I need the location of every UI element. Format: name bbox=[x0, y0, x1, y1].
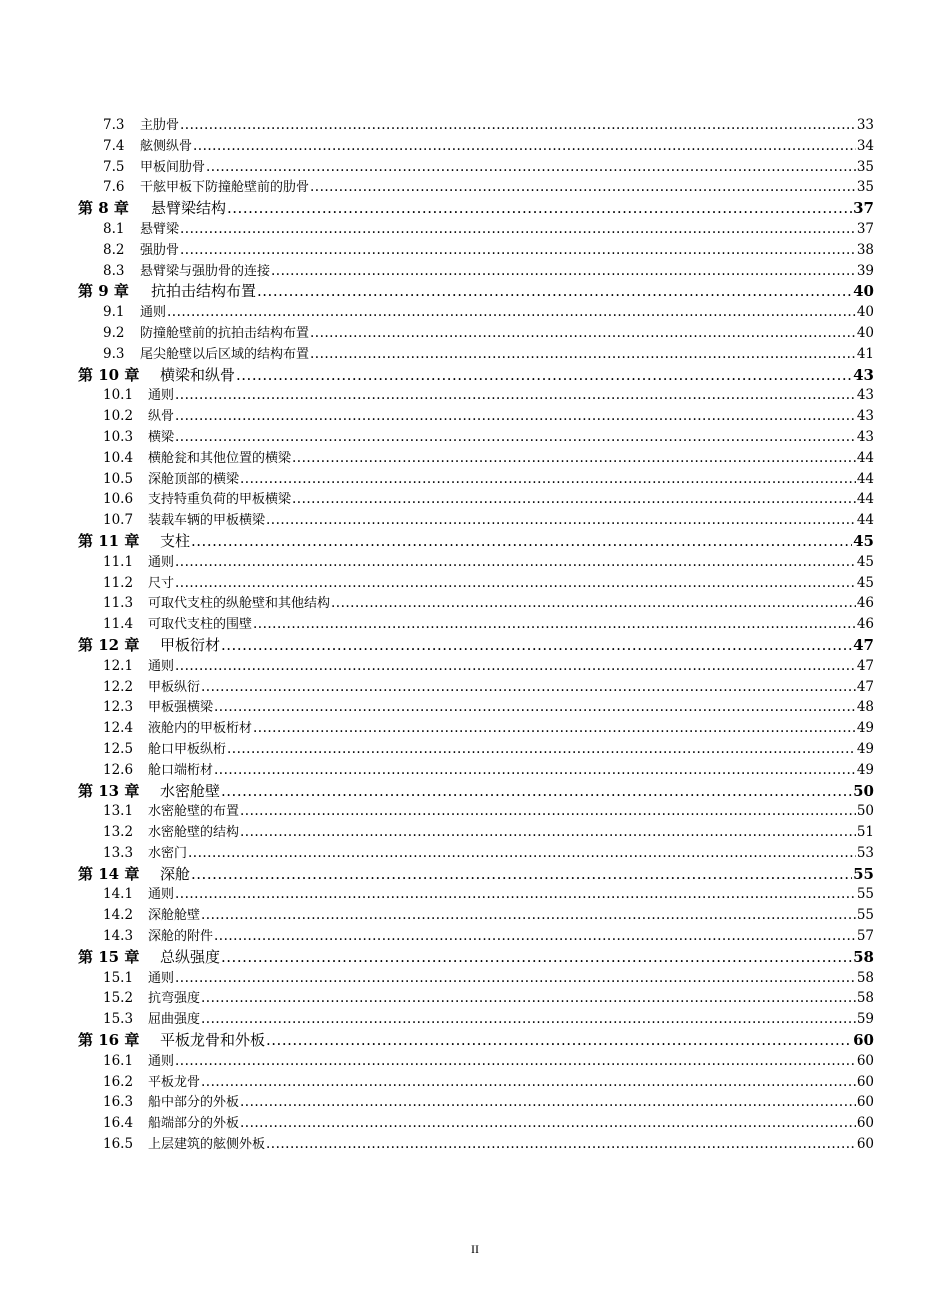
section-number: 15.1 bbox=[103, 969, 134, 986]
page-reference: 35 bbox=[856, 179, 874, 196]
dot-leader bbox=[188, 843, 856, 864]
page-reference: 44 bbox=[856, 449, 874, 466]
chapter-title: 抗拍击结构布置 bbox=[151, 282, 257, 301]
dot-leader bbox=[175, 406, 856, 427]
section-number: 15.2 bbox=[103, 990, 134, 1007]
chapter-number: 第 12 章 bbox=[78, 635, 140, 654]
section-number: 11.3 bbox=[103, 595, 134, 612]
section-number: 16.5 bbox=[103, 1136, 134, 1153]
section-number: 10.6 bbox=[103, 491, 134, 508]
section-number: 11.2 bbox=[103, 574, 134, 591]
section-number: 16.3 bbox=[103, 1094, 134, 1111]
section-number: 9.1 bbox=[103, 304, 125, 321]
chapter-number: 第 16 章 bbox=[78, 1031, 140, 1050]
section-number: 13.2 bbox=[103, 824, 134, 841]
section-number: 9.3 bbox=[103, 345, 125, 362]
dot-leader bbox=[201, 1072, 856, 1093]
section-title: 船端部分的外板 bbox=[148, 1116, 240, 1132]
section-number: 10.2 bbox=[103, 408, 134, 425]
section-number: 12.6 bbox=[103, 761, 134, 778]
page-reference: 44 bbox=[856, 512, 874, 529]
page-reference: 46 bbox=[856, 595, 874, 612]
section-number: 8.2 bbox=[103, 241, 125, 258]
section-number: 13.3 bbox=[103, 844, 134, 861]
chapter-title: 平板龙骨和外板 bbox=[160, 1031, 266, 1050]
section-number: 8.3 bbox=[103, 262, 125, 279]
page-reference: 58 bbox=[856, 969, 874, 986]
page-reference: 57 bbox=[856, 928, 874, 945]
page-reference: 43 bbox=[856, 408, 874, 425]
section-title: 抗弯强度 bbox=[148, 991, 201, 1007]
toc-section-entry[interactable] bbox=[78, 905, 874, 926]
dot-leader bbox=[175, 884, 856, 905]
section-number: 9.2 bbox=[103, 324, 125, 341]
section-title: 主肋骨 bbox=[140, 118, 180, 133]
toc-section-entry[interactable] bbox=[78, 697, 874, 718]
dot-leader bbox=[175, 656, 856, 677]
dot-leader bbox=[221, 947, 852, 968]
page-reference: 45 bbox=[856, 574, 874, 591]
toc-section-entry[interactable] bbox=[78, 448, 874, 469]
dot-leader bbox=[191, 531, 852, 552]
section-title: 通则 bbox=[148, 554, 175, 570]
page-reference: 40 bbox=[856, 324, 874, 341]
chapter-title: 总纵强度 bbox=[160, 947, 221, 966]
section-number: 12.1 bbox=[103, 657, 134, 674]
section-number: 12.4 bbox=[103, 720, 134, 737]
page-reference: 60 bbox=[856, 1094, 874, 1111]
dot-leader bbox=[240, 822, 856, 843]
dot-leader bbox=[214, 697, 856, 718]
page-reference: 50 bbox=[856, 803, 874, 820]
dot-leader bbox=[180, 240, 856, 261]
chapter-number: 第 13 章 bbox=[78, 781, 140, 800]
toc-section-entry[interactable] bbox=[78, 261, 874, 282]
section-title: 深舱的附件 bbox=[148, 929, 214, 945]
dot-leader bbox=[292, 489, 856, 510]
page-reference: 35 bbox=[856, 158, 874, 175]
toc-section-entry[interactable] bbox=[78, 385, 874, 406]
section-title: 防撞舱壁前的抗拍击结构布置 bbox=[140, 325, 310, 341]
dot-leader bbox=[292, 448, 856, 469]
dot-leader bbox=[227, 198, 852, 219]
section-title: 尺寸 bbox=[148, 575, 175, 591]
page-reference: 47 bbox=[856, 657, 874, 674]
section-title: 可取代支柱的纵舱壁和其他结构 bbox=[148, 596, 331, 612]
dot-leader bbox=[331, 593, 856, 614]
toc-section-entry[interactable] bbox=[78, 1072, 874, 1093]
toc-section-entry[interactable] bbox=[78, 843, 874, 864]
dot-leader bbox=[253, 614, 856, 635]
chapter-title: 水密舱壁 bbox=[160, 781, 221, 800]
section-title: 悬臂梁与强肋骨的连接 bbox=[140, 263, 271, 279]
toc-section-entry[interactable] bbox=[78, 573, 874, 594]
section-title: 甲板纵衍 bbox=[148, 679, 201, 695]
dot-leader bbox=[201, 1009, 856, 1030]
page-reference: 43 bbox=[853, 365, 874, 384]
dot-leader bbox=[240, 801, 856, 822]
page-reference: 49 bbox=[856, 761, 874, 778]
section-title: 舱口甲板纵桁 bbox=[148, 741, 227, 757]
dot-leader bbox=[201, 988, 856, 1009]
toc-chapter-entry[interactable] bbox=[78, 1030, 874, 1051]
toc-section-entry[interactable] bbox=[78, 427, 874, 448]
toc-section-entry[interactable] bbox=[78, 801, 874, 822]
toc-section-entry[interactable] bbox=[78, 656, 874, 677]
section-number: 12.5 bbox=[103, 740, 134, 757]
dot-leader bbox=[175, 1051, 856, 1072]
section-title: 支持特重负荷的甲板横梁 bbox=[148, 492, 292, 508]
dot-leader bbox=[310, 177, 856, 198]
section-number: 11.1 bbox=[103, 553, 134, 570]
section-title: 横舱瓮和其他位置的横梁 bbox=[148, 450, 292, 466]
chapter-title: 深舱 bbox=[160, 864, 191, 883]
section-title: 甲板强横梁 bbox=[148, 700, 214, 716]
section-number: 13.1 bbox=[103, 803, 134, 820]
page-reference: 37 bbox=[856, 220, 874, 237]
section-title: 通则 bbox=[140, 305, 167, 321]
page-reference: 33 bbox=[856, 117, 874, 133]
toc-section-entry[interactable] bbox=[78, 552, 874, 573]
page-reference: 55 bbox=[856, 886, 874, 903]
dot-leader bbox=[253, 718, 856, 739]
dot-leader bbox=[214, 760, 856, 781]
section-number: 7.3 bbox=[103, 117, 125, 133]
toc-section-entry[interactable] bbox=[78, 177, 874, 198]
toc-section-entry[interactable] bbox=[78, 115, 874, 136]
toc-section-entry[interactable] bbox=[78, 884, 874, 905]
section-title: 舱口端桁材 bbox=[148, 762, 214, 778]
section-title: 水密舱壁的结构 bbox=[148, 825, 240, 841]
page-reference: 45 bbox=[853, 531, 874, 550]
toc-section-entry[interactable] bbox=[78, 1113, 874, 1134]
toc-section-entry[interactable] bbox=[78, 968, 874, 989]
section-number: 10.1 bbox=[103, 387, 134, 404]
section-number: 14.3 bbox=[103, 928, 134, 945]
page-reference: 48 bbox=[856, 699, 874, 716]
page-reference: 53 bbox=[856, 844, 874, 861]
toc-chapter-entry[interactable] bbox=[78, 198, 874, 219]
page-reference: 60 bbox=[856, 1052, 874, 1069]
section-title: 船中部分的外板 bbox=[148, 1095, 240, 1111]
section-title: 横梁 bbox=[148, 429, 175, 445]
section-number: 16.1 bbox=[103, 1052, 134, 1069]
dot-leader bbox=[310, 344, 856, 365]
section-title: 通则 bbox=[148, 388, 175, 404]
page-reference: 49 bbox=[856, 720, 874, 737]
toc-section-entry[interactable] bbox=[78, 302, 874, 323]
dot-leader bbox=[266, 1030, 852, 1051]
page-reference: 58 bbox=[856, 990, 874, 1007]
page-reference: 60 bbox=[856, 1136, 874, 1153]
toc-section-entry[interactable] bbox=[78, 739, 874, 760]
toc-section-entry[interactable] bbox=[78, 406, 874, 427]
toc-section-entry[interactable] bbox=[78, 1051, 874, 1072]
toc-chapter-entry[interactable] bbox=[78, 864, 874, 885]
toc-section-entry[interactable] bbox=[78, 926, 874, 947]
dot-leader bbox=[257, 281, 852, 302]
toc-section-entry[interactable] bbox=[78, 219, 874, 240]
section-title: 甲板间肋骨 bbox=[140, 159, 206, 175]
toc-section-entry[interactable] bbox=[78, 822, 874, 843]
dot-leader bbox=[227, 739, 856, 760]
dot-leader bbox=[240, 1113, 856, 1134]
section-title: 尾尖舱壁以后区域的结构布置 bbox=[140, 346, 310, 362]
section-number: 16.4 bbox=[103, 1115, 134, 1132]
page-reference: 60 bbox=[856, 1073, 874, 1090]
toc-chapter-entry[interactable] bbox=[78, 635, 874, 656]
dot-leader bbox=[214, 926, 856, 947]
section-title: 通则 bbox=[148, 970, 175, 986]
toc-section-entry[interactable] bbox=[78, 469, 874, 490]
chapter-number: 第 8 章 bbox=[78, 199, 129, 218]
section-title: 强肋骨 bbox=[140, 242, 180, 258]
toc-section-entry[interactable] bbox=[78, 1092, 874, 1113]
toc-section-entry[interactable] bbox=[78, 489, 874, 510]
dot-leader bbox=[201, 677, 856, 698]
dot-leader bbox=[240, 1092, 856, 1113]
toc-section-entry[interactable] bbox=[78, 344, 874, 365]
section-number: 12.2 bbox=[103, 678, 134, 695]
page-reference: 58 bbox=[853, 947, 874, 966]
page-reference: 49 bbox=[856, 740, 874, 757]
dot-leader bbox=[167, 302, 856, 323]
toc-section-entry[interactable] bbox=[78, 136, 874, 157]
page-reference: 55 bbox=[856, 907, 874, 924]
section-title: 深舱顶部的横梁 bbox=[148, 471, 240, 487]
toc-section-entry[interactable] bbox=[78, 718, 874, 739]
toc-section-entry[interactable] bbox=[78, 323, 874, 344]
page-reference: 43 bbox=[856, 428, 874, 445]
section-title: 纵骨 bbox=[148, 409, 175, 425]
chapter-number: 第 14 章 bbox=[78, 864, 140, 883]
dot-leader bbox=[180, 219, 856, 240]
page-reference: 45 bbox=[856, 553, 874, 570]
toc-section-entry[interactable] bbox=[78, 1009, 874, 1030]
page-reference: 37 bbox=[853, 199, 874, 218]
page-reference: 60 bbox=[853, 1031, 874, 1050]
page-reference: 55 bbox=[853, 864, 874, 883]
section-number: 8.1 bbox=[103, 220, 125, 237]
page-reference: 44 bbox=[856, 491, 874, 508]
dot-leader bbox=[236, 365, 852, 386]
dot-leader bbox=[271, 261, 856, 282]
page-number-footer: II bbox=[471, 1242, 479, 1256]
dot-leader bbox=[221, 635, 852, 656]
section-number: 10.4 bbox=[103, 449, 134, 466]
page-reference: 43 bbox=[856, 387, 874, 404]
page-reference: 47 bbox=[856, 678, 874, 695]
toc-section-entry[interactable] bbox=[78, 988, 874, 1009]
section-title: 通则 bbox=[148, 1053, 175, 1069]
toc-section-entry[interactable] bbox=[78, 510, 874, 531]
page-reference: 46 bbox=[856, 616, 874, 633]
section-title: 平板龙骨 bbox=[148, 1074, 201, 1090]
dot-leader bbox=[266, 510, 856, 531]
toc-chapter-entry[interactable] bbox=[78, 365, 874, 386]
section-number: 11.4 bbox=[103, 616, 134, 633]
section-title: 屈曲强度 bbox=[148, 1012, 201, 1028]
dot-leader bbox=[201, 905, 856, 926]
section-number: 10.7 bbox=[103, 512, 134, 529]
section-title: 水密门 bbox=[148, 845, 188, 861]
section-title: 水密舱壁的布置 bbox=[148, 804, 240, 820]
dot-leader bbox=[206, 157, 856, 178]
section-title: 舷侧纵骨 bbox=[140, 138, 193, 154]
dot-leader bbox=[191, 864, 852, 885]
section-number: 16.2 bbox=[103, 1073, 134, 1090]
chapter-title: 横梁和纵骨 bbox=[160, 365, 236, 384]
section-number: 12.3 bbox=[103, 699, 134, 716]
toc-section-entry[interactable] bbox=[78, 614, 874, 635]
table-of-contents bbox=[78, 115, 874, 1155]
toc-chapter-entry[interactable] bbox=[78, 281, 874, 302]
section-number: 14.1 bbox=[103, 886, 134, 903]
toc-chapter-entry[interactable] bbox=[78, 947, 874, 968]
dot-leader bbox=[180, 115, 856, 136]
page-reference: 34 bbox=[856, 137, 874, 154]
page-reference: 38 bbox=[856, 241, 874, 258]
dot-leader bbox=[221, 781, 852, 802]
dot-leader bbox=[175, 552, 856, 573]
section-title: 通则 bbox=[148, 887, 175, 903]
dot-leader bbox=[310, 323, 856, 344]
page-reference: 51 bbox=[856, 824, 874, 841]
section-title: 可取代支柱的围壁 bbox=[148, 617, 253, 633]
chapter-number: 第 11 章 bbox=[78, 531, 140, 550]
toc-chapter-entry[interactable] bbox=[78, 781, 874, 802]
page-reference: 47 bbox=[853, 635, 874, 654]
dot-leader bbox=[266, 1134, 856, 1155]
toc-section-entry[interactable] bbox=[78, 240, 874, 261]
dot-leader bbox=[175, 427, 856, 448]
page-reference: 40 bbox=[856, 304, 874, 321]
dot-leader bbox=[193, 136, 856, 157]
section-title: 深舱舱壁 bbox=[148, 908, 201, 924]
dot-leader bbox=[175, 573, 856, 594]
section-title: 干舷甲板下防撞舱壁前的肋骨 bbox=[140, 180, 310, 196]
page-reference: 60 bbox=[856, 1115, 874, 1132]
section-number: 15.3 bbox=[103, 1011, 134, 1028]
page-reference: 39 bbox=[856, 262, 874, 279]
chapter-number: 第 10 章 bbox=[78, 365, 140, 384]
section-title: 上层建筑的舷侧外板 bbox=[148, 1137, 266, 1153]
dot-leader bbox=[175, 968, 856, 989]
section-number: 7.6 bbox=[103, 179, 125, 196]
chapter-title: 甲板衍材 bbox=[160, 635, 221, 654]
dot-leader bbox=[175, 385, 856, 406]
page-reference: 41 bbox=[856, 345, 874, 362]
section-title: 悬臂梁 bbox=[140, 221, 180, 237]
dot-leader bbox=[240, 469, 856, 490]
section-number: 7.5 bbox=[103, 158, 125, 175]
page-reference: 40 bbox=[853, 282, 874, 301]
chapter-title: 悬臂梁结构 bbox=[151, 199, 227, 218]
toc-section-entry[interactable] bbox=[78, 593, 874, 614]
section-title: 通则 bbox=[148, 658, 175, 674]
page-reference: 50 bbox=[853, 781, 874, 800]
toc-section-entry[interactable] bbox=[78, 1134, 874, 1155]
toc-chapter-entry[interactable] bbox=[78, 531, 874, 552]
page-reference: 59 bbox=[856, 1011, 874, 1028]
toc-section-entry[interactable] bbox=[78, 677, 874, 698]
section-number: 10.5 bbox=[103, 470, 134, 487]
page-reference: 44 bbox=[856, 470, 874, 487]
chapter-number: 第 9 章 bbox=[78, 282, 129, 301]
chapter-number: 第 15 章 bbox=[78, 947, 140, 966]
section-title: 装载车辆的甲板横梁 bbox=[148, 513, 266, 529]
section-number: 10.3 bbox=[103, 428, 134, 445]
section-number: 7.4 bbox=[103, 137, 125, 154]
section-title: 液舱内的甲板桁材 bbox=[148, 721, 253, 737]
section-number: 14.2 bbox=[103, 907, 134, 924]
chapter-title: 支柱 bbox=[160, 531, 191, 550]
toc-section-entry[interactable] bbox=[78, 157, 874, 178]
toc-section-entry[interactable] bbox=[78, 760, 874, 781]
